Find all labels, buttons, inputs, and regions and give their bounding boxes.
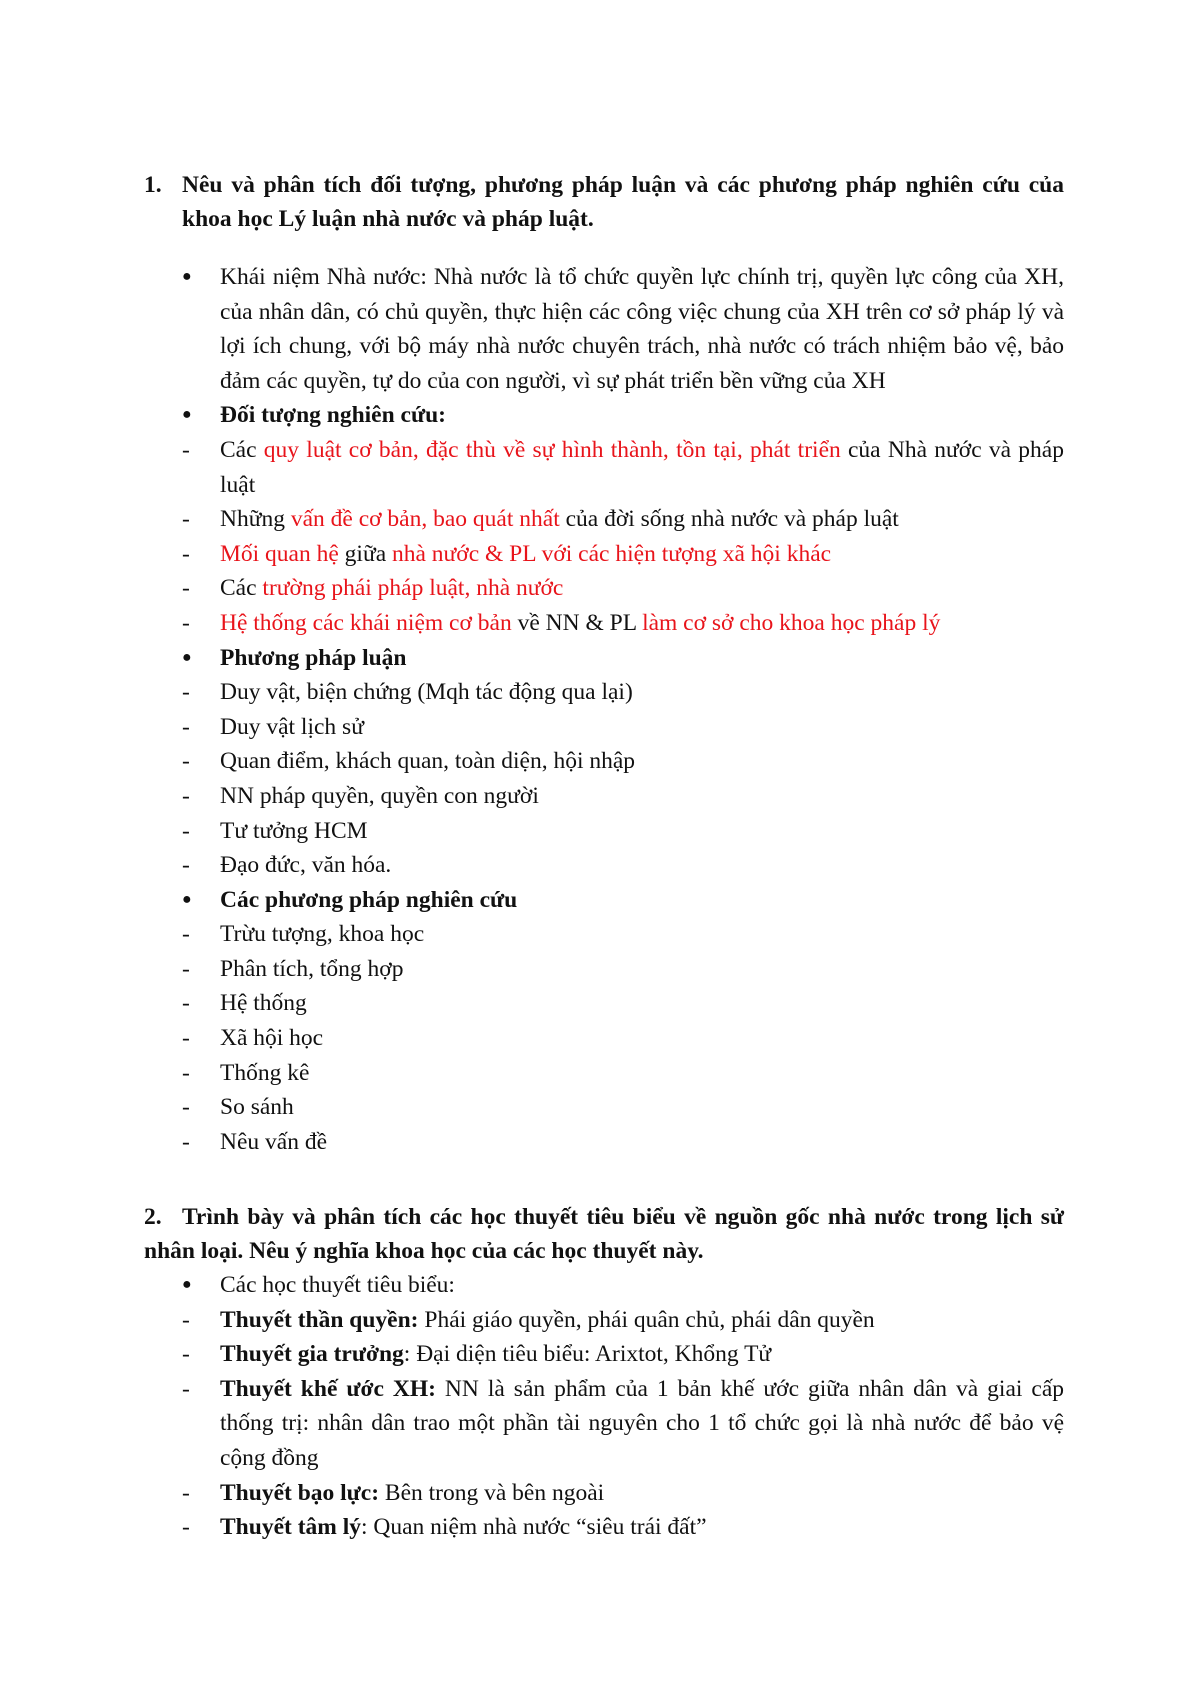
list-item-text	[220, 1094, 294, 1120]
highlighted-text: Mối quan hệ	[220, 540, 339, 567]
text-run: : Đại diện tiêu biểu: Arixtot, Khổng Tử	[403, 1341, 772, 1368]
list-item-text	[220, 1060, 309, 1086]
dash-list-item	[182, 1303, 1064, 1338]
dash-marker	[182, 917, 190, 952]
question-2-number: 2.	[144, 1204, 162, 1230]
dash-marker	[182, 1303, 190, 1338]
text-run: của Nhà nước và pháp luật	[220, 436, 1064, 498]
text-run: NN pháp quyền, quyền con người	[220, 782, 539, 809]
list-item-text	[220, 1272, 455, 1298]
text-run: giữa	[338, 540, 392, 567]
dash-list-item	[182, 710, 1064, 745]
bullet-marker-icon	[182, 398, 192, 436]
bold-text: Thuyết khế ước XH:	[220, 1375, 436, 1402]
dash-marker	[182, 1021, 190, 1056]
dash-marker	[182, 986, 190, 1021]
highlighted-text: quy luật cơ bản, đặc thù về sự hình thành, tồn tại, phát triển	[263, 436, 841, 463]
dash-marker	[182, 952, 190, 987]
dash-list-item	[182, 675, 1064, 710]
list-item-text	[220, 402, 446, 428]
bold-text: Thuyết thần quyền:	[220, 1306, 419, 1333]
text-run: Phái giáo quyền, phái quân chủ, phái dân quyền	[418, 1306, 875, 1333]
text-run: Các	[220, 575, 263, 602]
list-item-text	[220, 818, 368, 844]
list-item-text	[220, 679, 633, 705]
text-run: Phân tích, tổng hợp	[220, 955, 404, 982]
dash-marker	[182, 779, 190, 814]
text-run: Các học thuyết tiêu biểu:	[220, 1272, 455, 1298]
dash-list-item	[182, 1021, 1064, 1056]
highlighted-text: vấn đề cơ bản, bao quát nhất	[290, 506, 560, 533]
text-run: Thống kê	[220, 1059, 310, 1086]
dash-list-item	[182, 433, 1064, 502]
text-run: Xã hội học	[220, 1025, 324, 1052]
bullet-list-item	[182, 260, 1064, 398]
highlighted-text: làm cơ sở cho khoa học pháp lý	[642, 609, 941, 636]
list-item-text	[220, 1514, 707, 1540]
bullet-list-item	[182, 883, 1064, 918]
dash-marker	[182, 814, 190, 849]
highlighted-text: trường phái pháp luật, nhà nước	[262, 575, 564, 602]
question-1-text: Nêu và phân tích đối tượng, phương pháp luận và các phương pháp nghiên cứu của khoa học Lý luận nhà nước và pháp luật.	[182, 172, 1064, 232]
list-item-text	[220, 1025, 323, 1051]
list-item-text	[220, 990, 307, 1016]
dash-marker	[182, 1510, 190, 1545]
dash-marker	[182, 1476, 190, 1511]
list-item-text	[220, 783, 539, 809]
list-item-text	[220, 645, 407, 671]
bullet-list-item	[182, 398, 1064, 433]
dash-marker	[182, 502, 190, 537]
list-item-text	[220, 956, 403, 982]
dash-list-item	[182, 814, 1064, 849]
question-2-text: Trình bày và phân tích các học thuyết tiêu biểu về nguồn gốc nhà nước trong lịch sử nhân loại. Nêu ý nghĩa khoa học của các học thuyết này.	[144, 1204, 1064, 1264]
dash-list-item	[182, 1056, 1064, 1091]
text-run: về NN & PL	[511, 609, 643, 636]
dash-marker	[182, 571, 190, 606]
question-2-heading	[144, 1200, 1064, 1268]
dash-list-item	[182, 986, 1064, 1021]
bold-text: Thuyết bạo lực:	[220, 1479, 380, 1506]
bullet-list-item	[182, 641, 1064, 676]
dash-list-item	[182, 779, 1064, 814]
text-run: Trừu tượng, khoa học	[220, 921, 425, 948]
dash-list-item	[182, 1372, 1064, 1476]
list-item-text	[220, 1307, 875, 1333]
dash-list-item	[182, 537, 1064, 572]
dash-list-item	[182, 917, 1064, 952]
list-item-text	[220, 541, 831, 567]
dash-marker	[182, 1090, 190, 1125]
bullet-list-item	[182, 1268, 1064, 1303]
bold-text: Phương pháp luận	[220, 644, 407, 671]
dash-list-item	[182, 848, 1064, 883]
dash-list-item	[182, 571, 1064, 606]
bold-text: Thuyết gia trưởng	[220, 1341, 404, 1368]
list-item-text	[220, 748, 635, 774]
dash-list-item	[182, 606, 1064, 641]
text-run: Nêu vấn đề	[220, 1128, 328, 1155]
dash-list-item	[182, 1090, 1064, 1125]
dash-marker	[182, 1056, 190, 1091]
dash-marker	[182, 848, 190, 883]
dash-list-item	[182, 1510, 1064, 1545]
text-run: Đạo đức, văn hóa.	[220, 852, 392, 879]
text-run: Duy vật, biện chứng (Mqh tác động qua lại)	[220, 679, 633, 706]
text-run: Tư tưởng HCM	[220, 817, 368, 844]
question-2-answer-list	[182, 1268, 1064, 1545]
list-item-text	[220, 575, 563, 601]
question-1-number: 1.	[144, 172, 162, 198]
list-item-text	[220, 1341, 771, 1367]
dash-marker	[182, 744, 190, 779]
dash-list-item	[182, 502, 1064, 537]
highlighted-text: Hệ thống các khái niệm cơ bản	[220, 609, 512, 636]
bold-text: Các phương pháp nghiên cứu	[220, 886, 518, 913]
text-run: Quan điểm, khách quan, toàn diện, hội nhập	[220, 748, 636, 775]
text-run: Bên trong và bên ngoài	[379, 1479, 605, 1506]
dash-list-item	[182, 1476, 1064, 1511]
text-run: NN là sản phẩm của 1 bản khế ước giữa nhân dân và giai cấp thống trị: nhân dân trao một phần tài nguyên cho 1 tổ chức gọi là nhà nước để bảo vệ cộng đồng	[220, 1375, 1064, 1471]
list-item-text	[220, 610, 940, 636]
list-item-text	[220, 1376, 1064, 1471]
dash-marker	[182, 675, 190, 710]
dash-marker	[182, 433, 190, 468]
list-item-text	[220, 264, 1064, 394]
dash-marker	[182, 710, 190, 745]
bullet-marker-icon	[182, 883, 192, 921]
dash-marker	[182, 606, 190, 641]
list-item-text	[220, 852, 391, 878]
bullet-marker-icon	[182, 260, 192, 298]
dash-list-item	[182, 744, 1064, 779]
list-item-text	[220, 1129, 327, 1155]
bold-text: Thuyết tâm lý	[220, 1514, 361, 1541]
list-item-text	[220, 714, 364, 740]
text-run: So sánh	[220, 1094, 294, 1121]
text-run: Duy vật lịch sử	[220, 713, 364, 740]
list-item-text	[220, 1480, 604, 1506]
text-run: của đời sống nhà nước và pháp luật	[559, 506, 899, 533]
list-item-text	[220, 506, 899, 532]
text-run: : Quan niệm nhà nước “siêu trái đất”	[361, 1514, 707, 1541]
dash-list-item	[182, 1125, 1064, 1160]
dash-marker	[182, 1372, 190, 1407]
list-item-text	[220, 921, 424, 947]
text-run: Những	[220, 506, 291, 533]
dash-list-item	[182, 952, 1064, 987]
dash-list-item	[182, 1337, 1064, 1372]
text-run: Khái niệm Nhà nước: Nhà nước là tổ chức quyền lực chính trị, quyền lực công của XH, của nhân dân, có chủ quyền, thực hiện các công việc chung của XH trên cơ sở pháp lý và lợi ích chung, với bộ máy nhà nước chuyên trách, nhà nước có trách nhiệm bảo vệ, bảo đảm các quyền, tự do của con người, vì sự phát triển bền vững của XH	[220, 264, 1064, 394]
dash-marker	[182, 537, 190, 572]
question-1-answer-list	[182, 260, 1064, 1159]
question-1-heading	[144, 168, 1064, 236]
dash-marker	[182, 1125, 190, 1160]
bullet-marker-icon	[182, 1268, 192, 1306]
list-item-text	[220, 887, 517, 913]
text-run: Hệ thống	[220, 990, 307, 1017]
highlighted-text: nhà nước & PL với các hiện tượng xã hội khác	[392, 540, 832, 567]
bullet-marker-icon	[182, 641, 192, 679]
dash-marker	[182, 1337, 190, 1372]
text-run: Các	[220, 436, 264, 463]
bold-text: Đối tượng nghiên cứu:	[220, 402, 446, 429]
list-item-text	[220, 437, 1064, 498]
